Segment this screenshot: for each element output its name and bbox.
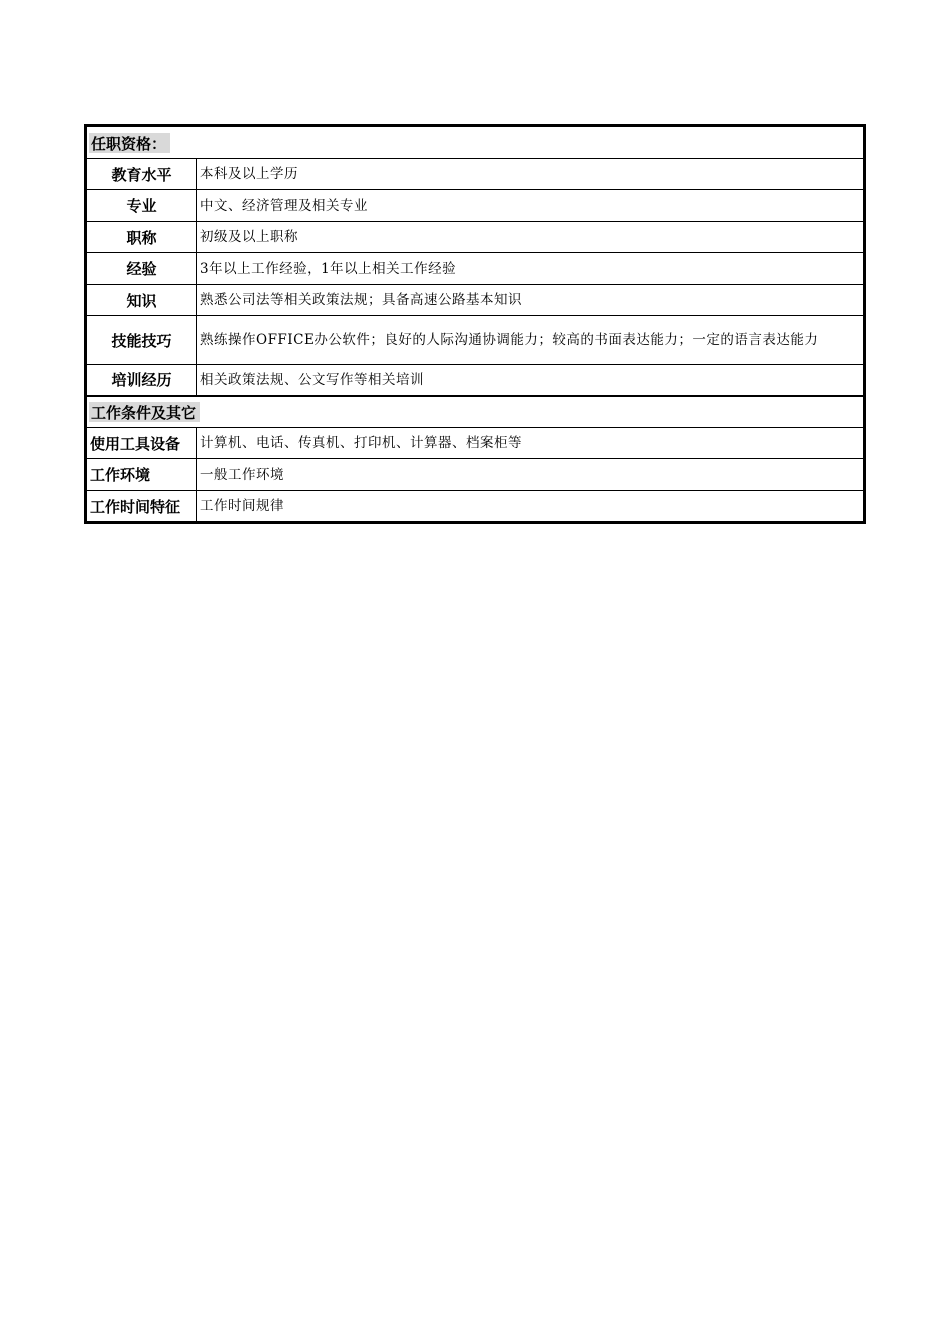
row-value: 本科及以上学历 <box>197 159 864 190</box>
row-label: 知识 <box>87 285 197 316</box>
row-label: 培训经历 <box>87 365 197 396</box>
row-value: 3年以上工作经验，1年以上相关工作经验 <box>197 253 864 285</box>
row-label: 工作环境 <box>87 459 197 491</box>
row-label: 专业 <box>87 190 197 222</box>
qualifications-section-title: 任职资格： <box>89 133 170 153</box>
qualifications-section-header <box>87 127 864 159</box>
row-value: 初级及以上职称 <box>197 222 864 253</box>
table-row-work-hours <box>87 491 864 522</box>
row-label: 工作时间特征 <box>87 491 197 522</box>
row-value: 熟悉公司法等相关政策法规；具备高速公路基本知识 <box>197 285 864 316</box>
row-value: 中文、经济管理及相关专业 <box>197 190 864 222</box>
row-label: 技能技巧 <box>87 316 197 365</box>
table-row-skills <box>87 316 864 365</box>
row-label: 使用工具设备 <box>87 428 197 459</box>
table-row-knowledge <box>87 285 864 316</box>
conditions-section-title: 工作条件及其它 <box>89 402 200 422</box>
qualifications-and-conditions-table <box>86 126 864 522</box>
row-value: 计算机、电话、传真机、打印机、计算器、档案柜等 <box>197 428 864 459</box>
table-row-experience <box>87 253 864 285</box>
table-row-training <box>87 365 864 396</box>
table-row-title <box>87 222 864 253</box>
row-value: 工作时间规律 <box>197 491 864 522</box>
row-value: 相关政策法规、公文写作等相关培训 <box>197 365 864 396</box>
row-label: 经验 <box>87 253 197 285</box>
table-row-tools <box>87 428 864 459</box>
row-label: 教育水平 <box>87 159 197 190</box>
conditions-section-header <box>87 396 864 428</box>
row-value: 熟练操作OFFICE办公软件；良好的人际沟通协调能力；较高的书面表达能力；一定的语言表达能力 <box>197 316 864 365</box>
row-value: 一般工作环境 <box>197 459 864 491</box>
job-description-table <box>84 124 866 524</box>
table-row-major <box>87 190 864 222</box>
table-row-environment <box>87 459 864 491</box>
row-label: 职称 <box>87 222 197 253</box>
table-row-education <box>87 159 864 190</box>
